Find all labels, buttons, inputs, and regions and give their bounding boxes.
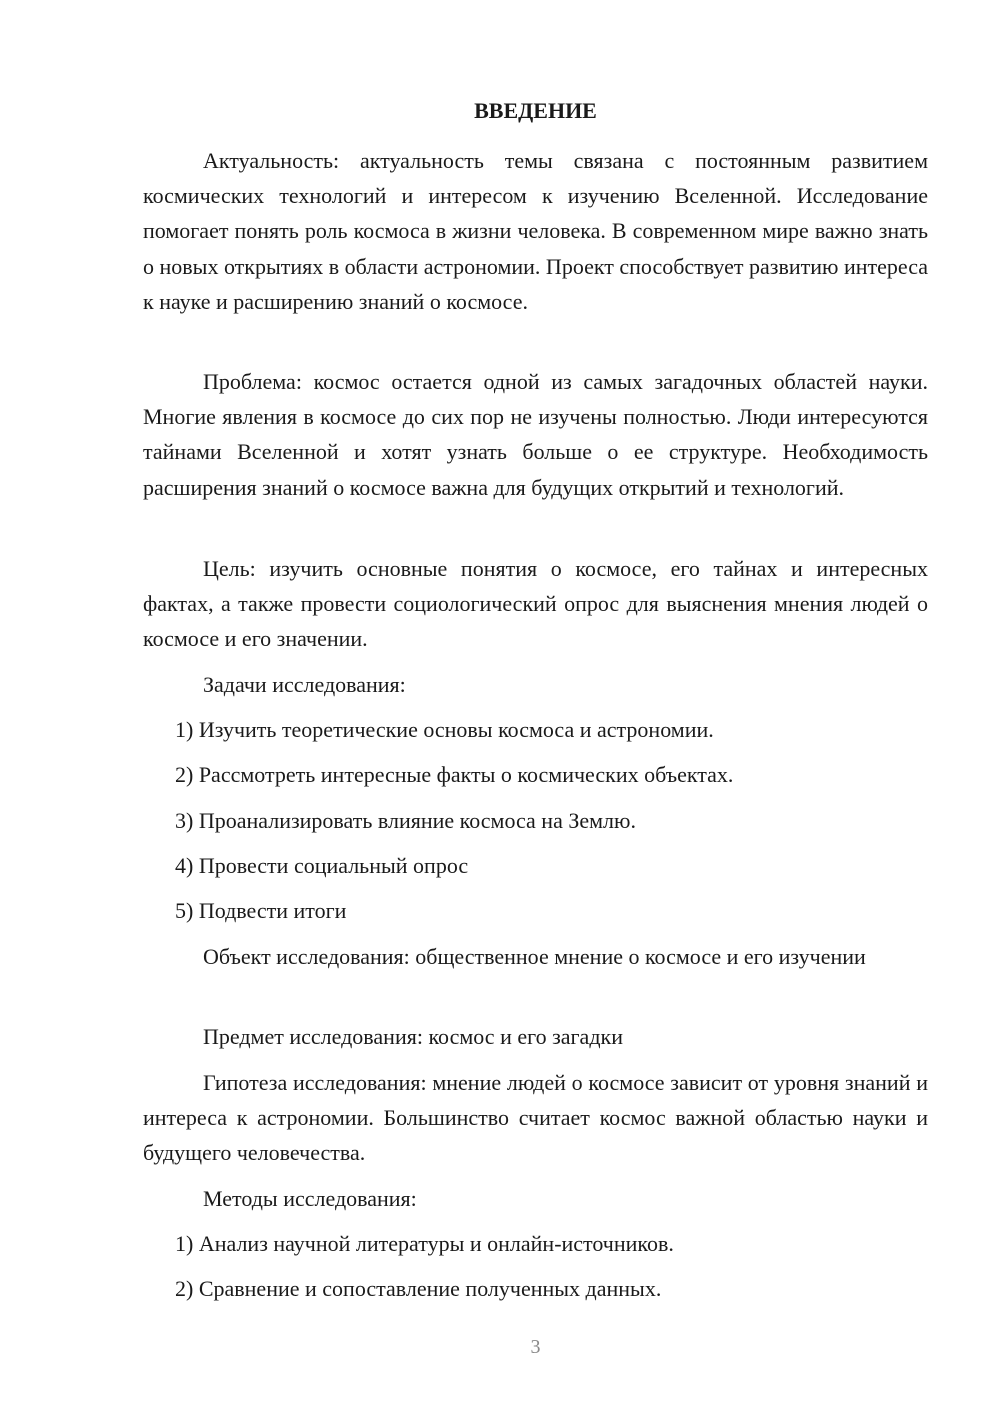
task-item-3: 3) Проанализировать влияние космоса на Землю. (175, 808, 636, 833)
section-title: ВВЕДЕНИЕ (474, 98, 597, 123)
task-item-4: 4) Провести социальный опрос (175, 853, 469, 878)
task-item-1: 1) Изучить теоретические основы космоса и астрономии. (175, 717, 714, 742)
methods-heading: Методы исследования: (203, 1186, 417, 1211)
relevance-paragraph: Актуальность: актуальность темы связана с постоянным развитием космических технологий и интересом к изучению Вселенной. Исследование помогает понять роль космоса в жизни человека. В современном мире важно знать о новых открытиях в области астрономии. Проект способствует развитию интереса к науке и расширению знаний о космосе. (143, 148, 928, 314)
method-item-2: 2) Сравнение и сопоставление полученных данных. (175, 1276, 662, 1301)
page-number: 3 (530, 1336, 541, 1358)
object-paragraph: Объект исследования: общественное мнение о космосе и его изучении (203, 944, 866, 969)
tasks-heading: Задачи исследования: (203, 672, 406, 697)
hypothesis-paragraph: Гипотеза исследования: мнение людей о космосе зависит от уровня знаний и интереса к астрономии. Большинство считает космос важной областью науки и будущего человечества. (143, 1070, 928, 1166)
goal-paragraph: Цель: изучить основные понятия о космосе, его тайнах и интересных фактах, а также провести социологический опрос для выяснения мнения людей о космосе и его значении. (143, 556, 928, 652)
method-item-1: 1) Анализ научной литературы и онлайн-источников. (175, 1231, 674, 1256)
task-item-5: 5) Подвести итоги (175, 898, 347, 923)
document-page (143, 0, 928, 1414)
task-item-2: 2) Рассмотреть интересные факты о космических объектах. (175, 762, 734, 787)
problem-paragraph: Проблема: космос остается одной из самых загадочных областей науки. Многие явления в космосе до сих пор не изучены полностью. Люди интересуются тайнами Вселенной и хотят узнать больше о ее структуре. Необходимость расширения знаний о космосе важна для будущих открытий и технологий. (143, 369, 928, 500)
subject-paragraph: Предмет исследования: космос и его загадки (203, 1024, 623, 1049)
